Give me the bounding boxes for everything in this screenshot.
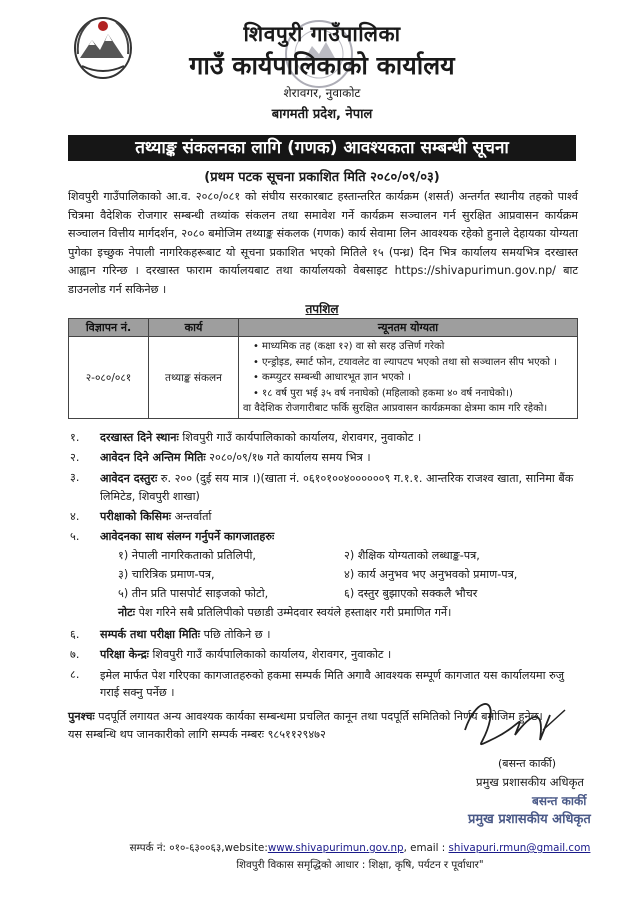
document-item: ६) दस्तुर बुझाएको सक्कलै भौचर [344, 587, 478, 600]
website-link[interactable]: www.shivapurimun.gov.np [267, 842, 404, 854]
document-item: १) नेपाली नागरिकताको प्रतिलिपी, [118, 549, 256, 562]
item-number: ८. [70, 668, 80, 681]
notice-title: तथ्याङ्क संकलनका लागि (गणक) आवश्यकता सम्बन्धी सूचना [68, 135, 576, 161]
table-header-qualification: न्यूनतम योग्यता [239, 319, 578, 337]
intro-paragraph: शिवपुरी गाउँपालिकाको आ.व. २०८०/०८१ को संघीय सरकारबाट हस्तान्तरित कार्यक्रम (शसर्त) अन्तर्गत स्थानीय तहको पार्श्व चित्रमा वैदेशिक रोजगार सम्बन्धी तथ्यांक संकलन तथा समावेश गर्ने कार्यक्रम सञ्चालन गर्न सुरक्षित आप्रवासन कार्यक्रम सञ्चालन वित्तीय मार्गदर्शन, २०८० बमोजिम तथ्याङ्क संकलक (गणक) कार्य सेवामा लिन आवश्यक रहेको हुनाले देहायका योग्यता पुगेका इच्छुक नेपाली नागरिकहरूबाट यो सूचना प्रकाशित भएको मितिले १५ (पन्ध्र) दिन भित्र कार्यालय समयभित्र दरखास्त आह्वान गरिन्छ । दरखास्त फाराम कार्यालयबाट तथा कार्यालयको वेबसाइट https://shivapurimun.gov.np/ बाट डाउनलोड गर्न सकिनेछ । [68, 190, 578, 296]
signatory-title: प्रमुख प्रशासकीय अधिकृत [476, 775, 584, 789]
table-header-ad-no: विज्ञापन नं. [69, 319, 149, 337]
item-number: १. [70, 431, 80, 444]
note-line: नोटः पेश गरिने सबै प्रतिलिपीको पछाडी उम्मेदवार स्वयंले हस्ताक्षर गरी प्रमाणित गर्ने। [118, 606, 452, 619]
municipality-name: शिवपुरी गाउँपालिका [243, 22, 401, 46]
list-item: इमेल मार्फत पेश गरिएका कागजातहरुको हकमा सम्पर्क मिति अगावै आवश्यक सम्पूर्ण कागजात यस कार्यालयमा रुजु गराई सक्नु पर्नेछ । [100, 669, 565, 699]
seal-title: प्रमुख प्रशासकीय अधिकृत [468, 812, 591, 827]
postscript: पुनश्चः पदपूर्ति लगायत अन्य आवश्यक कार्यका सम्बन्धमा प्रचलित कानून तथा पदपूर्ति समितिको निर्णय बमोजिम हुनेछ। [68, 710, 543, 723]
publish-date: (प्रथम पटक सूचना प्रकाशित मिति २०८०/०९/०३) [204, 170, 440, 185]
document-item: ४) कार्य अनुभव भए अनुभवको प्रमाण-पत्र, [344, 568, 518, 581]
list-item: • कम्प्युटर सम्बन्धी आधारभूत ज्ञान भएको । [253, 372, 411, 383]
list-item: आवेदन दस्तुरः रु. २०० (दुई सय मात्र ।)(खाता नं. ०६१०१००४००००००९ ग.१.१. आन्तरिक राजश्व खाता, सानिमा बैंक लिमिटेड, शिवपुरी शाखा) [100, 472, 574, 503]
document-item: ३) चारित्रिक प्रमाण-पत्र, [118, 568, 215, 581]
item-number: २. [70, 451, 80, 464]
contact-number-line: यस सम्बन्धि थप जानकारीको लागि सम्पर्क नम्बरः ९८५११२९४७२ [68, 728, 326, 741]
office-address: शेरावगर, नुवाकोट [283, 86, 361, 100]
email-link[interactable]: shivapuri.rmun@gmail.com [448, 842, 591, 854]
seal-name: बसन्त कार्की [532, 794, 587, 808]
list-item: दरखास्त दिने स्थानः शिवपुरी गाउँ कार्यपालिकाको कार्यालय, शेरावगर, नुवाकोट । [100, 431, 422, 444]
table-header-row [69, 319, 578, 337]
qualification-cell [239, 337, 578, 419]
item-number: ६. [70, 628, 80, 641]
item-number: ४. [70, 510, 80, 523]
list-item: परीक्षाको किसिमः अन्तर्वार्ता [100, 510, 212, 523]
ad-number: २-०८०/०८१ [69, 337, 149, 419]
work-type: तथ्याङ्क संकलन [149, 337, 239, 419]
list-item: • एन्ड्रोइड, स्मार्ट फोन, टयावलेट वा ल्यापटप भएको तथा सो सञ्चालन सीप भएको । [253, 356, 557, 368]
office-name: गाउँ कार्यपालिकाको कार्यालय [189, 51, 455, 80]
document-item: २) शैक्षिक योग्यताको लब्धाङ्क-पत्र, [344, 549, 480, 562]
contact-info: सम्पर्क नं: ०१०-६३००६३,website:www.shivapurimun.gov.np, email : shivapuri.rmun@gmail.com [129, 842, 591, 854]
list-item: सम्पर्क तथा परीक्षा मितिः पछि तोकिने छ । [100, 628, 271, 641]
list-item: परिक्षा केन्द्रः शिवपुरी गाउँ कार्यपालिकाको कार्यालय, शेरावगर, नुवाकोट । [100, 648, 392, 661]
list-item: • माध्यमिक तह (कक्षा १२) वा सो सरह उत्तिर्ण गरेको [253, 341, 445, 352]
province-name: बागमती प्रदेश, नेपाल [271, 107, 373, 122]
vacancy-table [68, 318, 578, 419]
list-item: • १८ वर्ष पुरा भई ३५ वर्ष ननाघेको (महिलाको हकमा ४० वर्ष ननाघेको।) [253, 387, 513, 399]
item-number: ३. [70, 471, 80, 484]
item-number: ७. [70, 648, 80, 661]
document-item: ५) तीन प्रति पासपोर्ट साइजको फोटो, [118, 587, 269, 600]
table-header-work: कार्य [149, 319, 239, 337]
item-number: ५. [70, 530, 80, 543]
table-row [69, 337, 578, 419]
slogan: शिवपुरी विकास समृद्धिको आधार : शिक्षा, कृषि, पर्यटन र पूर्वाधार" [236, 859, 484, 871]
documents-heading: आवेदनका साथ संलग्न गर्नुपर्ने कागजातहरुः [100, 530, 275, 543]
list-item: आवेदन दिने अन्तिम मितिः २०८०/०९/१७ गते कार्यालय समय भित्र । [100, 451, 371, 464]
schedule-title: तपशिल [305, 302, 339, 316]
qualification-extra: वा वैदेशिक रोजगारीबाट फर्कि सुरक्षित आप्रवासन कार्यक्रमका क्षेत्रमा काम गरि रहेको। [243, 403, 548, 414]
signatory-name: (बसन्त कार्की) [498, 757, 557, 770]
signature-icon [455, 690, 575, 760]
